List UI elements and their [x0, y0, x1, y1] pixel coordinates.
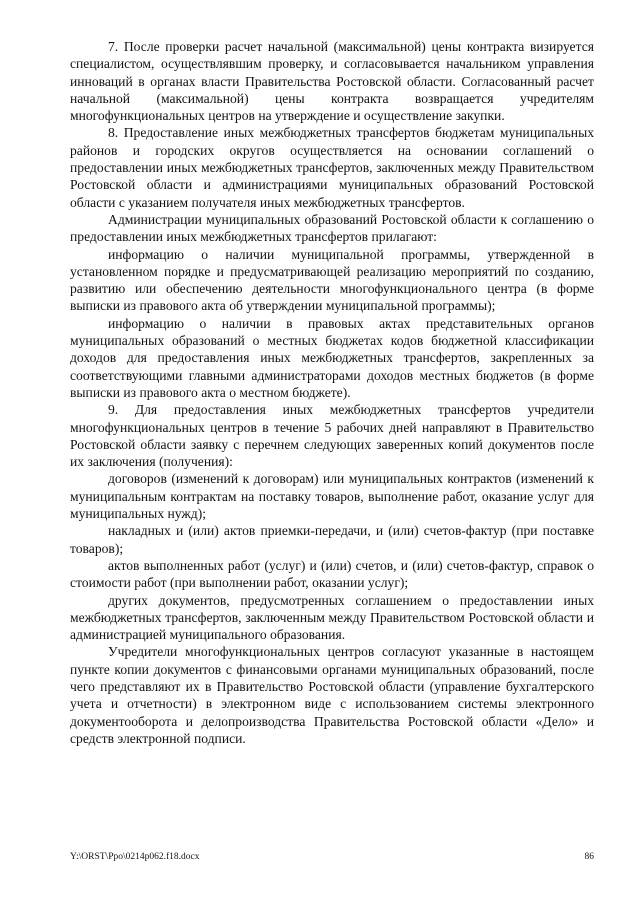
paragraph-budget-codes-info: информацию о наличии в правовых актах представительных органов муниципальных образований о местных бюджетах кодов бюджетной классификации доходов для предоставления иных межбюджетных трансфертов, закрепленных за соответствующими главными администраторами доходов местных бюджетов (в форме выписки из правового акта о местном бюджете).	[70, 315, 594, 400]
paragraph-7: 7. После проверки расчет начальной (максимальной) цены контракта визируется специалистом, осуществлявшим проверку, и согласовывается начальником управления инноваций в органах власти Правительства Ростовской области. Согласованный расчет начальной (максимальной) цены контракта возвращается учредителям многофункциональных центров на утверждение и осуществление закупки.	[70, 39, 594, 124]
paragraph-administrations: Администрации муниципальных образований Ростовской области к соглашению о предоставлении иных межбюджетных трансфертов прилагают:	[70, 211, 594, 245]
document-body	[70, 38, 594, 747]
paragraph-program-info: информацию о наличии муниципальной программы, утвержденной в установленном порядке и предусматривающей реализацию мероприятий по созданию, развитию или обеспечению деятельности многофункционального центра (в форме выписки из правового акта об утверждении муниципальной программы);	[70, 246, 594, 314]
paragraph-contracts: договоров (изменений к договорам) или муниципальных контрактов (изменений к муниципальным контрактам на поставку товаров, выполнение работ, оказание услуг для муниципальных нужд);	[70, 471, 594, 522]
page-footer	[70, 852, 594, 862]
paragraph-invoices: накладных и (или) актов приемки-передачи, и (или) счетов-фактур (при поставке товаров);	[70, 523, 594, 556]
paragraph-other-documents: других документов, предусмотренных соглашением о предоставлении иных межбюджетных трансфертов, заключенным между Правительством Ростовской области и администрацией муниципального образования.	[70, 592, 594, 643]
paragraph-coordination: Учредители многофункциональных центров согласуют указанные в настоящем пункте копии документов с финансовыми органами муниципальных образований, после чего представляют их в Правительство Ростовской области (управление бухгалтерского учета и отчетности) в электронном виде с использованием системы электронного документооборота и делопроизводства Правительства Ростовской области «Дело» и средств электронной подписи.	[70, 644, 594, 746]
paragraph-acts: актов выполненных работ (услуг) и (или) счетов, и (или) счетов-фактур, справок о стоимости работ (при выполнении работ, оказании услуг);	[70, 557, 594, 591]
paragraph-9: 9. Для предоставления иных межбюджетных трансфертов учредители многофункциональных центров в течение 5 рабочих дней направляют в Правительство Ростовской области заявку с перечнем следующих заверенных копий документов после их заключения (получения):	[70, 402, 594, 470]
footer-page-number: 86	[584, 852, 594, 862]
footer-file-path: Y:\ORST\Ppo\0214p062.f18.docx	[70, 852, 200, 862]
paragraph-8: 8. Предоставление иных межбюджетных трансфертов бюджетам муниципальных районов и городских округов осуществляется на основании соглашений о предоставлении иных межбюджетных трансфертов, заключенных между Правительством Ростовской области и администрациями муниципальных образований Ростовской области с указанием получателя иных межбюджетных трансфертов.	[70, 125, 594, 210]
